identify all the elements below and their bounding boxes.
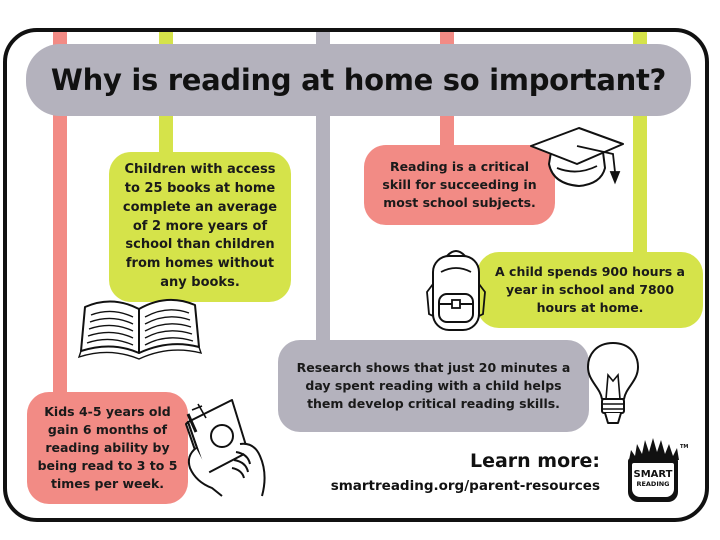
logo-text-reading: READING [636, 480, 670, 489]
resources-link[interactable]: smartreading.org/parent-resources [330, 478, 600, 494]
logo-text-smart: SMART [633, 469, 673, 481]
fact-card-kids [27, 392, 188, 504]
logo-burst-icon [625, 436, 685, 460]
smart-reading-logo [625, 436, 689, 508]
backpack-icon [425, 244, 487, 336]
fact-text-research: Research shows that just 20 minutes a day spent reading with a child helps them develop critical reading skills. [296, 359, 571, 412]
title-bar [26, 44, 691, 116]
infographic-frame [3, 28, 709, 522]
fact-card-research [278, 340, 589, 432]
logo-trademark: TM [680, 444, 689, 450]
light-bulb-icon [582, 337, 644, 432]
fact-text-hours: A child spends 900 hours a year in school and 7800 hours at home. [495, 263, 685, 316]
fact-text-subjects: Reading is a critical skill for succeeding in most school subjects. [382, 158, 537, 211]
open-book-icon [77, 287, 202, 362]
fact-card-hours [477, 252, 703, 328]
learn-more-label: Learn more: [469, 450, 600, 472]
page-title: Why is reading at home so important? [50, 63, 667, 97]
logo-inner [632, 463, 674, 497]
hands-holding-book-icon [182, 392, 272, 502]
fact-card-books [109, 152, 291, 302]
logo-badge [628, 458, 678, 502]
fact-text-books: Children with access to 25 books at home complete an average of 2 more years of school than children from homes without any books. [122, 162, 278, 291]
fact-text-kids: Kids 4-5 years old gain 6 months of reading ability by being read to 3 to 5 times per week. [37, 403, 178, 492]
graduation-cap-icon [527, 122, 627, 197]
